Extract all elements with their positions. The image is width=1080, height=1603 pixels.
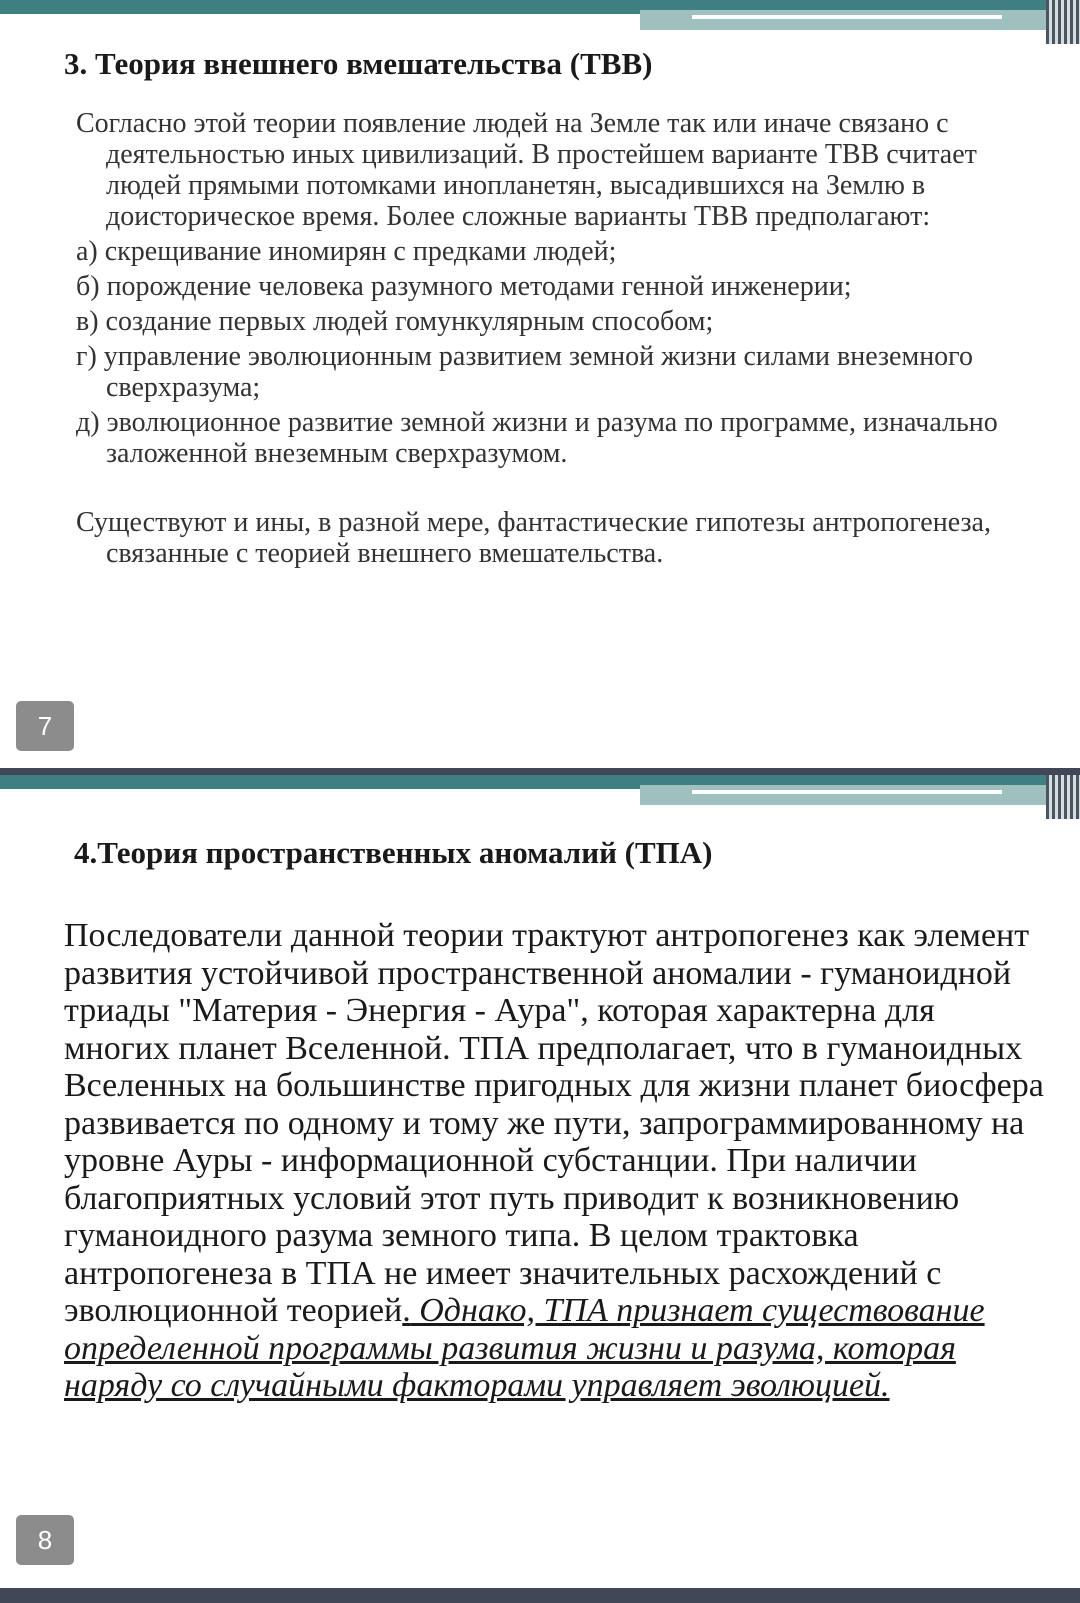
header-stripes (1046, 775, 1080, 819)
header-thin-line (692, 790, 1002, 794)
header-thin-line (692, 15, 1002, 19)
page-number: 7 (16, 701, 74, 751)
header-accent-bar (640, 10, 1080, 30)
list-item-v: в) создание первых людей гомункулярным способом; (76, 306, 714, 337)
header-stripes (1046, 0, 1080, 44)
closing-paragraph: Существуют и ины, в разной мере, фантастические гипотезы антропогенеза, связанные с теорией внешнего вмешательства. (76, 507, 991, 569)
slide-body (64, 917, 1044, 1405)
bottom-bar (0, 1588, 1080, 1603)
slide-body (76, 108, 1036, 573)
slide-8 (0, 775, 1080, 1590)
intro-paragraph: Согласно этой теории появление людей на Земле так или иначе связано с деятельностью иных цивилизаций. В простейшем варианте ТВВ считает людей прямыми потомками инопланетян, высадившихся на Землю в доисторическое время. Более сложные варианты ТВВ предполагают: (76, 108, 977, 232)
main-text: Последователи данной теории трактуют антропогенез как элемент развития устойчивой пространственной аномалии - гуманоидной триады "Материя - Энергия - Аура", которая характерна для многих планет Вселенной. ТПА предполагает, что в гуманоидных Вселенных на большинстве пригодных для жизни планет биосфера развивается по одному и тому же пути, запрограммированному на уровне Ауры - информационной субстанции. При наличии благоприятных условий этот путь приводит к возникновению гуманоидного разума земного типа. В целом трактовка антропогенеза в ТПА не имеет значительных расхождений с эволюционной теорией (64, 917, 1044, 1329)
list-item-g: г) управление эволюционным развитием земной жизни силами внеземного сверхразума; (76, 341, 973, 403)
list-item-b: б) порождение человека разумного методами генной инженерии; (76, 271, 852, 302)
list-item-d: д) эволюционное развитие земной жизни и разума по программе, изначально заложенной внеземным сверхразумом. (76, 407, 998, 469)
list-item-a: а) скрещивание иномирян с предками людей; (76, 236, 617, 267)
emphasized-text: Однако, ТПА признает существование определенной программы развития жизни и разума, которая наряду со случайными факторами управляет эволюцией. (64, 1292, 985, 1404)
header-accent-bar (640, 785, 1080, 805)
slide-title: 3. Теория внешнего вмешательства (ТВВ) (64, 46, 653, 81)
slide-title: 4.Теория пространственных аномалий (ТПА) (74, 835, 713, 870)
body-paragraph (64, 917, 1044, 1405)
page-number: 8 (16, 1515, 74, 1565)
underlined-period: . (402, 1292, 411, 1329)
slide-7 (0, 0, 1080, 770)
